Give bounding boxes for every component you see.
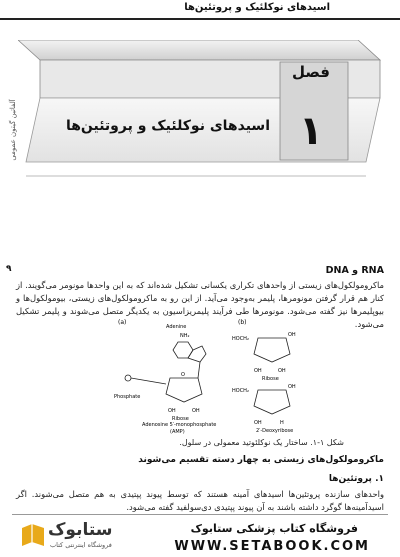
store-name: فروشگاه کتاب پزشکی ستابوک xyxy=(190,522,358,535)
figure-caption: شکل ۱-۱. ساختار یک نوکلئوتید معمولی در سلول. xyxy=(179,438,344,447)
footer-rule xyxy=(12,514,388,515)
chapter-number: ۱ xyxy=(298,108,324,154)
chapter-banner xyxy=(18,40,390,190)
oh-b2: OH xyxy=(254,368,262,374)
footer xyxy=(0,514,400,557)
hoch2-b1: HOCH₂ xyxy=(232,336,249,342)
running-title: اسیدهای نوکلئیک و پروتئین‌ها xyxy=(184,2,330,13)
oh-b3: OH xyxy=(278,368,286,374)
store-url[interactable]: WWW.SETABOOK.COM xyxy=(174,539,370,554)
purine-ring-5 xyxy=(188,346,206,362)
page-number: ۹ xyxy=(6,264,12,274)
nucleotide-figure xyxy=(110,318,310,434)
hoch2-b2: HOCH₂ xyxy=(232,388,249,394)
nh2-label: NH₂ xyxy=(180,333,190,339)
oh-b4: OH xyxy=(288,384,296,390)
purine-ring-6 xyxy=(173,342,193,358)
oh-a1: OH xyxy=(168,408,176,414)
ribose-label-b: Ribose xyxy=(262,376,279,382)
logo-subtitle: فروشگاه اینترنتی کتاب xyxy=(50,541,112,549)
amp-name: Adenosine 5′-monophosphate xyxy=(142,422,217,428)
header-rule xyxy=(0,18,400,20)
panel-a-label: (a) xyxy=(118,319,127,326)
macromolecule-heading: ماکرومولکول‌های زیستی به چهار دسته تقسیم می‌شوند xyxy=(138,455,384,465)
chapter-label: فصل xyxy=(292,63,330,81)
chapter-title: اسیدهای نوکلئیک و پروتئین‌ها xyxy=(65,118,270,134)
oh-b5: OH xyxy=(254,420,262,426)
setabook-logo[interactable] xyxy=(20,520,120,552)
proteins-heading: ۱. پروتئین‌ها xyxy=(328,474,384,484)
glycosidic-bond xyxy=(198,362,200,378)
adenine-label: Adenine xyxy=(166,324,187,330)
h-b: H xyxy=(280,420,284,426)
phosphorus-atom xyxy=(125,375,131,381)
ribose-ring-a xyxy=(166,378,202,402)
proteins-paragraph: واحدهای سازنده پروتئین‌ها اسیدهای آمینه هستند که توسط پیوند پپتیدی به هم متصل می‌شوند. اگر اسیدآمینه‌ها گوگرد داشته باشند به آن پیوند پپتیدی دی‌سولفید گفته می‌شود. xyxy=(16,489,384,513)
oh-a2: OH xyxy=(192,408,200,414)
side-vertical-text: آلفاتین گیتون عمومی xyxy=(9,99,17,161)
deoxyribose-label: 2′-Deoxyribose xyxy=(256,428,294,434)
amp-abbrev: (AMP) xyxy=(170,429,185,434)
ring-o-a: O xyxy=(181,372,185,378)
intro-paragraph: ماکرومولکول‌های زیستی از واحدهای تکراری یکسانی تشکیل شده‌اند که به این واحدها مونومر می‌گویند. از کنار هم قرار گرفتن مونومرها، پلیمر به‌وجود می‌آید. از این رو به ماکرومولکول‌های زیستی، بیومولکول‌ها و بیوپلیمرها نیز گفته می‌شود. مونومرها طی فرآیند پلیمریزاسیون به یکدیگر متصل می‌شوند و پلیمر تشکیل می‌شود. xyxy=(16,280,384,330)
phosphate-label: Phosphate xyxy=(114,394,141,400)
ribose-label-a: Ribose xyxy=(172,416,189,422)
deoxyribose-ring xyxy=(254,390,290,414)
logo-word: ستابوک xyxy=(48,520,113,540)
side-strip xyxy=(6,30,16,240)
oh-b1: OH xyxy=(288,332,296,338)
panel-b-label: (b) xyxy=(238,319,247,326)
book-icon xyxy=(20,522,46,550)
phosphate-bond xyxy=(131,378,166,384)
ribose-ring-b1 xyxy=(254,338,290,362)
section-heading: DNA و RNA xyxy=(325,265,384,276)
running-header xyxy=(0,0,400,24)
